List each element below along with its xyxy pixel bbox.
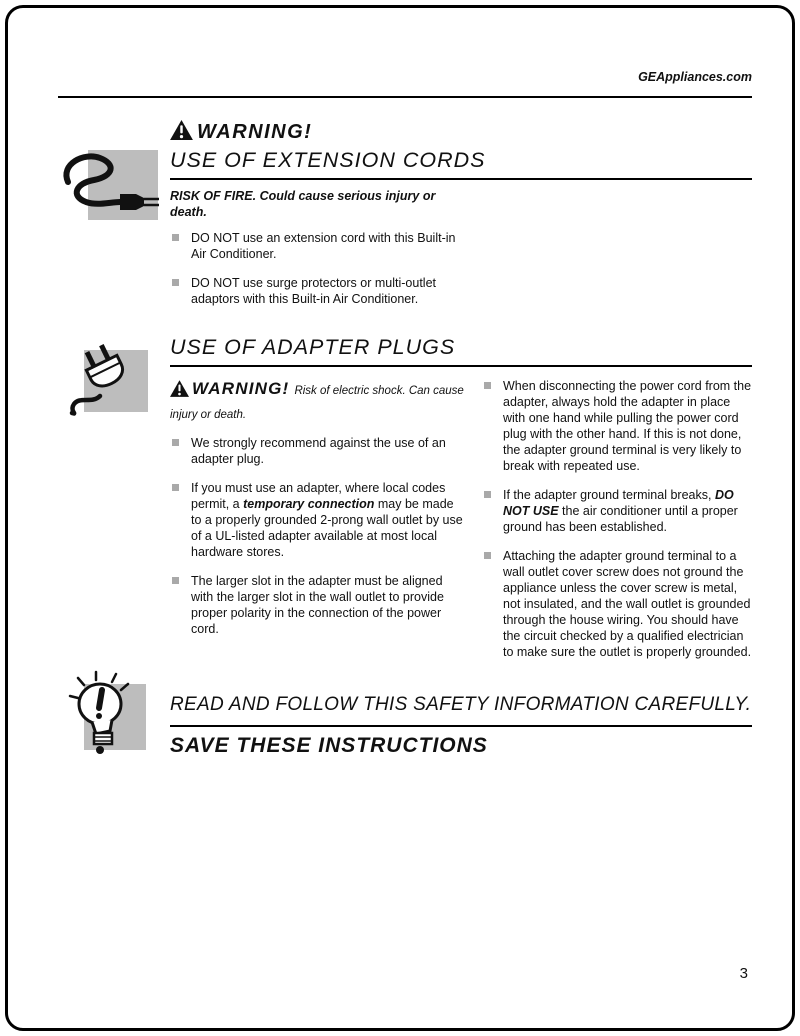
website-text: GEAppliances.com bbox=[638, 70, 752, 84]
extension-cord-icon bbox=[58, 146, 170, 231]
page-number: 3 bbox=[739, 965, 748, 982]
warning-triangle-icon bbox=[170, 120, 193, 145]
bullet-item bbox=[170, 435, 466, 467]
adapter-plug-icon bbox=[60, 334, 156, 423]
section-save-instructions bbox=[170, 694, 752, 758]
warning-triangle-icon bbox=[170, 380, 189, 404]
manual-page bbox=[5, 5, 795, 1031]
bullet-text: The larger slot in the adapter must be aligned with the larger slot in the wall outlet to provide proper polarity in the connection of the power cord. bbox=[191, 573, 444, 636]
electric-shock-warning bbox=[170, 378, 466, 425]
risk-statement: RISK OF FIRE. Could cause serious injury or death. bbox=[170, 189, 436, 219]
bullet-text: If you must use an adapter, where local codes permit, a temporary connection may be made to a properly grounded 2-prong wall outlet by use of a UL-listed adapter available at most local hardware stores. bbox=[191, 480, 463, 559]
bullet-item bbox=[482, 378, 752, 474]
bullet-text: DO NOT use surge protectors or multi-outlet adaptors with this Built-in Air Conditioner. bbox=[191, 276, 436, 307]
warning-label: WARNING! bbox=[197, 121, 313, 143]
bullet-item bbox=[170, 275, 462, 307]
bullet-item bbox=[482, 487, 752, 535]
adapter-left-bullet-list bbox=[170, 435, 466, 637]
section-divider bbox=[170, 178, 752, 180]
section-divider bbox=[170, 365, 752, 367]
bullet-text: We strongly recommend against the use of an adapter plug. bbox=[191, 435, 446, 466]
section-title-extension-cords: USE OF EXTENSION CORDS bbox=[170, 148, 486, 172]
adapter-right-column bbox=[482, 378, 752, 673]
bullet-item bbox=[170, 480, 466, 560]
bullet-square-icon bbox=[172, 234, 179, 241]
section-adapter-plugs bbox=[170, 332, 752, 673]
bullet-text: DO NOT use an extension cord with this Built-in Air Conditioner. bbox=[191, 231, 456, 262]
footer-divider bbox=[170, 725, 752, 727]
extension-cords-bullet-list bbox=[170, 230, 462, 307]
adapter-columns bbox=[170, 378, 752, 673]
bullet-item bbox=[170, 230, 462, 262]
bullet-square-icon bbox=[172, 439, 179, 446]
bullet-text: When disconnecting the power cord from the adapter, always hold the adapter in place with one hand while pulling the power cord plug with the other hand. If this is not done, the adapter ground terminal is very likely to break with repeated use. bbox=[503, 379, 752, 473]
section-title-adapter-plugs: USE OF ADAPTER PLUGS bbox=[170, 335, 456, 359]
bullet-text: Attaching the adapter ground terminal to a wall outlet cover screw does not ground the appliance unless the cover screw is metal, not insulated, and the wall outlet is grounded through the house wiring. You should have the circuit checked by a qualified electrician to make sure the outlet is properly grounded. bbox=[503, 549, 752, 659]
bullet-text: If the adapter ground terminal breaks, DO NOT USE the air conditioner until a proper ground has been established. bbox=[503, 488, 738, 534]
bullet-square-icon bbox=[484, 491, 491, 498]
section-extension-cords bbox=[170, 120, 752, 320]
warning-heading bbox=[170, 120, 752, 145]
bullet-square-icon bbox=[484, 552, 491, 559]
light-bulb-icon bbox=[66, 670, 150, 763]
adapter-left-column bbox=[170, 378, 466, 673]
warning-risk-text: Risk of electric shock. Can cause injury or death. bbox=[170, 385, 464, 421]
warning-label: WARNING! bbox=[192, 379, 290, 398]
save-instructions-line: SAVE THESE INSTRUCTIONS bbox=[170, 734, 488, 757]
header-divider bbox=[58, 96, 752, 98]
adapter-right-bullet-list bbox=[482, 378, 752, 660]
bullet-square-icon bbox=[172, 577, 179, 584]
bullet-item bbox=[482, 548, 752, 660]
bullet-square-icon bbox=[484, 382, 491, 389]
safety-instruction-line: READ AND FOLLOW THIS SAFETY INFORMATION CAREFULLY. bbox=[170, 694, 752, 715]
bullet-square-icon bbox=[172, 484, 179, 491]
bullet-item bbox=[170, 573, 466, 637]
bullet-square-icon bbox=[172, 279, 179, 286]
